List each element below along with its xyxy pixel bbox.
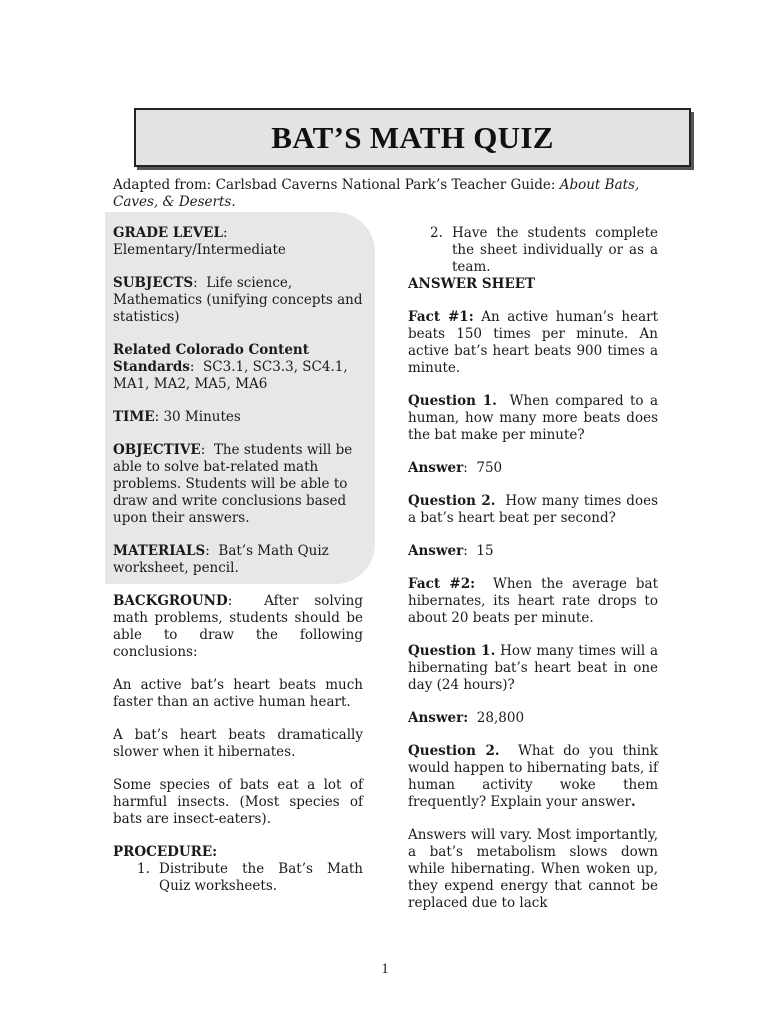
citation-source: About Bats, Caves, & Deserts. (113, 177, 640, 210)
standards-value: SC3.1, SC3.3, SC4.1, MA1, MA2, MA5, MA6 (113, 359, 348, 392)
conclusion-1: An active bat’s heart beats much faster than an active human heart. (113, 677, 363, 710)
standards-section: Related Colorado Content Standards: SC3.1, SC3.3, SC4.1, MA1, MA2, MA5, MA6 (113, 342, 348, 392)
procedure-label: PROCEDURE: (113, 844, 218, 860)
fact-2-question-1 (408, 643, 658, 694)
right-column (408, 225, 658, 912)
fact-2-answer-1 (408, 710, 658, 727)
f1a1-label: Answer (408, 460, 464, 476)
f1a1-value: 750 (476, 460, 503, 476)
fact-2-label: Fact #2: (408, 576, 476, 592)
source-citation (113, 177, 661, 211)
procedure-step-1 (113, 861, 363, 895)
subjects-label: SUBJECTS (113, 275, 194, 291)
grade-level-value: Elementary/Intermediate (113, 242, 286, 258)
step-1-number: 1. (137, 861, 150, 877)
fact-1 (408, 309, 658, 377)
f1q2-text: How many times does a bat’s heart beat per second? (408, 493, 658, 526)
fact-2-question-2 (408, 743, 658, 811)
grade-level-label: GRADE LEVEL (113, 225, 223, 241)
materials-label: MATERIALS (113, 543, 206, 559)
step-1-text: Distribute the Bat’s Math Quiz worksheets. (159, 861, 363, 894)
f2q2-period: . (631, 794, 636, 810)
fact-1-answer-1: Answer: 750 (408, 460, 503, 476)
fact-1-question-2 (408, 493, 658, 527)
f2a1-value: 28,800 (476, 710, 525, 726)
time-label: TIME (113, 409, 155, 425)
materials-value: Bat’s Math Quiz worksheet, pencil. (113, 543, 329, 576)
citation-prefix: Adapted from: Carlsbad Caverns National Park’s Teacher Guide: (113, 177, 556, 193)
objective-value: The students will be able to solve bat-related math problems. Students will be able to draw and write conclusions based upon their answers. (113, 442, 353, 526)
standards-label-line1: Related Colorado Content (113, 342, 309, 358)
fact-1-question-1 (408, 393, 658, 444)
f1q1-label: Question 1. (408, 393, 497, 409)
background-value: After solving math problems, students should be able to draw the following conclusions: (113, 593, 363, 660)
fact-2-answer-2: Answers will vary. Most importantly, a bat’s metabolism slows down while hibernating. When woken up, they expend energy that cannot be replaced due to lack (408, 827, 658, 911)
fact-1-answer-2: Answer: 15 (408, 543, 494, 559)
time-value: 30 Minutes (163, 409, 241, 425)
background-label: BACKGROUND (113, 593, 228, 609)
answer-sheet-label: ANSWER SHEET (408, 276, 536, 292)
f2q2-label: Question 2. (408, 743, 500, 759)
grade-level-section: GRADE LEVEL: Elementary/Intermediate (113, 225, 286, 258)
page-title: BAT’S MATH QUIZ (271, 119, 554, 155)
fact-1-label: Fact #1: (408, 309, 474, 325)
f2q2-text: What do you think would happen to hibernating bats, if human activity woke them frequently? Explain your answer (408, 743, 658, 810)
background-section: BACKGROUND: After solving math problems, students should be able to draw the following conclusions: (113, 593, 363, 660)
title-box (134, 108, 691, 167)
f1a2-value: 15 (476, 543, 494, 559)
conclusion-3: Some species of bats eat a lot of harmful insects. (Most species of bats are insect-eaters). (113, 777, 363, 827)
f2q1-text: How many times will a hibernating bat’s heart beat in one day (24 hours)? (408, 643, 658, 693)
fact-2-text: When the average bat hibernates, its heart rate drops to about 20 beats per minute. (408, 576, 658, 626)
step-2-text: Have the students complete the sheet individually or as a team. (452, 225, 658, 275)
fact-2 (408, 576, 658, 627)
f2q1-label: Question 1. (408, 643, 496, 659)
step-2-number: 2. (430, 225, 443, 241)
objective-section: OBJECTIVE: The students will be able to solve bat-related math problems. Students will be able to draw and write conclusions based upon their answers. (113, 442, 353, 526)
left-column (113, 225, 363, 895)
answer-sheet-heading (408, 276, 658, 293)
standards-label-line2: Standards (113, 359, 190, 375)
page-number: 1 (381, 961, 389, 977)
f1q1-text: When compared to a human, how many more beats does the bat make per minute? (408, 393, 658, 443)
subjects-section: SUBJECTS: Life science, Mathematics (unifying concepts and statistics) (113, 275, 363, 325)
procedure-step-2 (408, 225, 658, 276)
procedure-section (113, 844, 363, 895)
f1q2-label: Question 2. (408, 493, 496, 509)
fact-1-text: An active human’s heart beats 150 times per minute. An active bat’s heart beats 900 times a minute. (408, 309, 659, 376)
materials-section: MATERIALS: Bat’s Math Quiz worksheet, pencil. (113, 543, 329, 576)
objective-label: OBJECTIVE (113, 442, 201, 458)
f2a1-label: Answer: (408, 710, 469, 726)
conclusion-2: A bat’s heart beats dramatically slower when it hibernates. (113, 727, 363, 760)
f1a2-label: Answer (408, 543, 464, 559)
subjects-value: Life science, Mathematics (unifying concepts and statistics) (113, 275, 363, 325)
time-section: TIME: 30 Minutes (113, 409, 241, 425)
